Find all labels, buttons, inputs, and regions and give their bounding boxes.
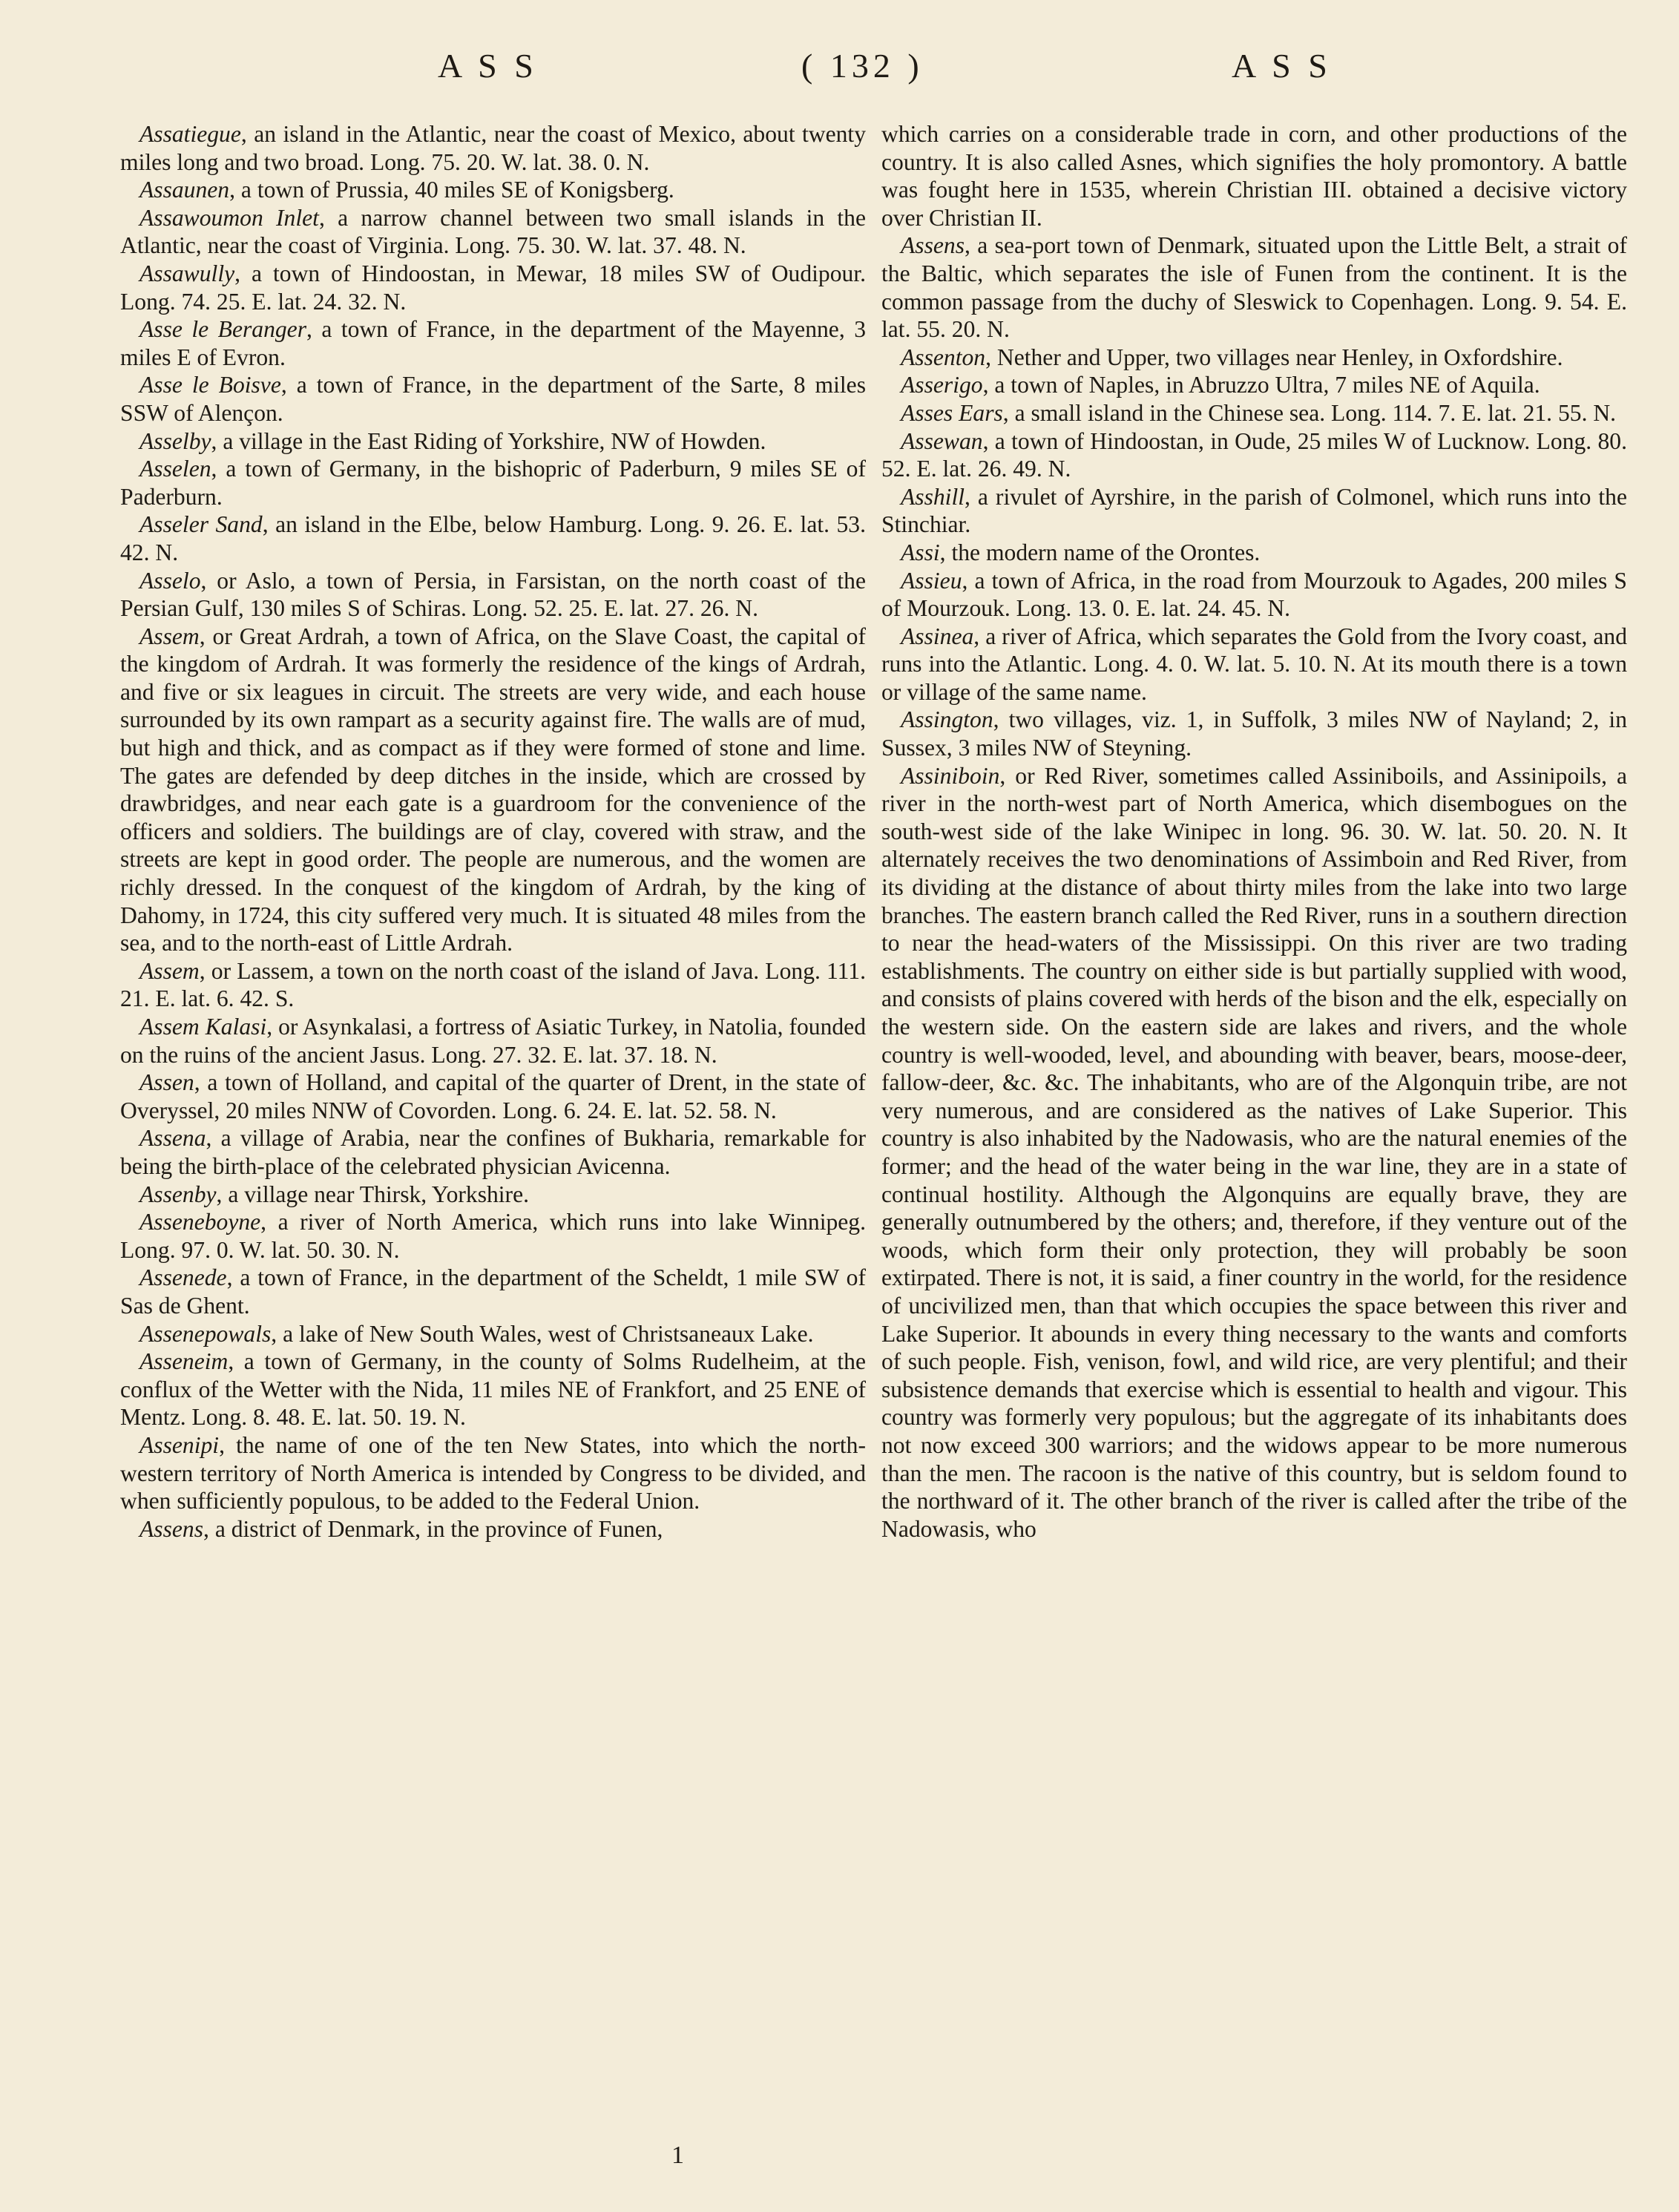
entry-headword: Assenipi [139, 1431, 220, 1458]
entry-headword: Assington [901, 706, 993, 733]
dictionary-entry [120, 204, 866, 260]
entry-text: , a town of Naples, in Abruzzo Ultra, 7 miles NE of Aquila. [982, 372, 1540, 398]
dictionary-entry [120, 623, 866, 957]
entry-text: , a village near Thirsk, Yorkshire. [216, 1181, 530, 1207]
dictionary-entry [881, 120, 1627, 232]
dictionary-entry [120, 120, 866, 176]
left-column [120, 120, 866, 2153]
dictionary-entry [120, 1320, 866, 1348]
dictionary-entry [881, 427, 1627, 483]
entry-text: , a town of France, in the department of the Scheldt, 1 mile SW of Sas de Ghent. [120, 1264, 866, 1319]
entry-headword: Assawully [139, 260, 235, 286]
entry-headword: Assens [139, 1515, 204, 1542]
entry-text: , a river of Africa, which separates the Gold from the Ivory coast, and runs into the Atlantic. Long. 4. 0. W. lat. 5. 10. N. At its mouth there is a town or village of the same name. [881, 623, 1627, 705]
entry-headword: Asselby [139, 427, 211, 454]
dictionary-entry [120, 260, 866, 315]
entry-text: , or Great Ardrah, a town of Africa, on the Slave Coast, the capital of the kingdom of Ardrah. It was formerly the residence of the kings of Ardrah, and five or six leagues in circuit. The streets are very wide, and each house surrounded by its own rampart as a security against fire. The walls are of mud, but high and thick, and as compact as if they were formed of stone and lime. The gates are defended by deep ditches in the inside, which are crossed by drawbridges, and near each gate is a guardroom for the convenience of the officers and soldiers. The buildings are of clay, covered with straw, and the streets are kept in good order. The people are numerous, and the women are richly dressed. In the conquest of the kingdom of Ardrah, by the king of Dahomy, in 1724, this city suffered very much. It is situated 48 miles from the sea, and to the north-east of Little Ardrah. [120, 623, 866, 956]
dictionary-entry [120, 1181, 866, 1209]
entry-text: , an island in the Elbe, below Hamburg. Long. 9. 26. E. lat. 53. 42. N. [120, 511, 866, 565]
entry-text: , a town of Holland, and capital of the quarter of Drent, in the state of Overyssel, 20 miles NNW of Covorden. Long. 6. 24. E. lat. 52. 58. N. [120, 1069, 866, 1123]
entry-headword: Asselo [139, 567, 201, 594]
entry-headword: Assewan [901, 427, 983, 454]
dictionary-entry [120, 1208, 866, 1264]
dictionary-entry [120, 427, 866, 456]
entry-text: , a narrow channel between two small islands in the Atlantic, near the coast of Virginia. Long. 75. 30. W. lat. 37. 48. N. [120, 204, 866, 259]
entry-text: , a small island in the Chinese sea. Long. 114. 7. E. lat. 21. 55. N. [1002, 399, 1617, 426]
dictionary-entry [120, 1515, 866, 1543]
dictionary-entry [120, 1348, 866, 1431]
entry-headword: Assi [901, 539, 940, 565]
entry-headword: Asseler Sand [139, 511, 263, 538]
entry-text: , or Aslo, a town of Persia, in Farsistan, on the north coast of the Persian Gulf, 130 miles S of Schiras. Long. 52. 25. E. lat. 27. 26. N. [120, 567, 866, 622]
entry-text: , a town of Hindoostan, in Mewar, 18 miles SW of Oudipour. Long. 74. 25. E. lat. 24. 32. N. [120, 260, 866, 315]
entry-text: , or Asynkalasi, a fortress of Asiatic Turkey, in Natolia, founded on the ruins of the ancient Jasus. Long. 27. 32. E. lat. 37. 18. N. [120, 1014, 866, 1068]
entry-text: , a district of Denmark, in the province of Funen, [203, 1515, 663, 1542]
dictionary-entry [120, 957, 866, 1013]
dictionary-entry [881, 706, 1627, 761]
page-number: ( 132 ) [801, 47, 924, 85]
entry-text: , a sea-port town of Denmark, situated upon the Little Belt, a strait of the Baltic, which separates the isle of Funen from the continent. It is the common passage from the duchy of Sleswick to Copenhagen. Long. 9. 54. E. lat. 55. 20. N. [881, 232, 1627, 343]
dictionary-entry [881, 762, 1627, 1543]
entry-text: , or Lassem, a town on the north coast of the island of Java. Long. 111. 21. E. lat. 6. 42. S. [120, 957, 866, 1012]
dictionary-entry [120, 176, 866, 204]
entry-text: , a town of Germany, in the county of Solms Rudelheim, at the conflux of the Wetter with the Nida, 11 miles NE of Frankfort, and 25 ENE of Mentz. Long. 8. 48. E. lat. 50. 19. N. [120, 1348, 866, 1431]
entry-text: , the name of one of the ten New States, into which the north-western territory of North America is intended by Congress to be divided, and when sufficiently populous, to be added to the Federal Union. [120, 1431, 866, 1514]
entry-headword: Assenby [139, 1181, 217, 1207]
entry-headword: Assem [139, 957, 200, 984]
entry-headword: Asselen [139, 456, 211, 482]
entry-text: , an island in the Atlantic, near the coast of Mexico, about twenty miles long and two broad. Long. 75. 20. W. lat. 38. 0. N. [120, 121, 866, 175]
dictionary-entry [881, 539, 1627, 567]
dictionary-entry [120, 1431, 866, 1515]
entry-headword: Assenede [139, 1264, 227, 1291]
entry-headword: Assenepowals [139, 1320, 272, 1347]
signature-mark: 1 [671, 2142, 684, 2169]
dictionary-entry [120, 567, 866, 623]
right-column [881, 120, 1627, 2153]
dictionary-entry [120, 1069, 866, 1124]
entry-headword: Assiniboin [901, 762, 1000, 789]
entry-headword: Assenton [901, 344, 986, 370]
entry-text: , a town of France, in the department of the Sarte, 8 miles SSW of Alençon. [120, 372, 866, 426]
dictionary-entry [881, 399, 1627, 427]
dictionary-entry [881, 623, 1627, 706]
entry-headword: Assaunen [139, 177, 230, 203]
dictionary-entry [120, 511, 866, 566]
entry-headword: Asserigo [901, 372, 983, 398]
entry-headword: Asses Ears [901, 399, 1003, 426]
entry-headword: Assens [901, 232, 965, 259]
entry-headword: Assieu [901, 567, 962, 594]
dictionary-entry [120, 455, 866, 511]
entry-text: which carries on a considerable trade in corn, and other productions of the country. It is also called Asnes, which signifies the holy promontory. A battle was fought here in 1535, wherein Christian III. obtained a decisive victory over Christian II. [881, 121, 1627, 231]
running-head-left: A S S [438, 47, 538, 85]
dictionary-entry [120, 1013, 866, 1069]
entry-text: , the modern name of the Orontes. [939, 539, 1261, 565]
entry-text: , a rivulet of Ayrshire, in the parish of Colmonel, which runs into the Stinchiar. [881, 483, 1627, 538]
dictionary-entry [120, 1124, 866, 1180]
entry-text: , a town of Prussia, 40 miles SE of Konigsberg. [229, 177, 674, 203]
entry-text: , a river of North America, which runs into lake Winnipeg. Long. 97. 0. W. lat. 50. 30. N. [120, 1209, 866, 1263]
entry-text: , Nether and Upper, two villages near Henley, in Oxfordshire. [985, 344, 1563, 370]
dictionary-entry [120, 315, 866, 371]
entry-headword: Assena [139, 1125, 206, 1152]
running-head [111, 46, 1595, 105]
dictionary-entry [881, 371, 1627, 399]
entry-text: , a town of Hindoostan, in Oude, 25 miles W of Lucknow. Long. 80. 52. E. lat. 26. 49. N. [881, 427, 1627, 482]
dictionary-entry [120, 371, 866, 427]
entry-headword: Asshill [901, 483, 965, 510]
entry-headword: Asse le Beranger [139, 316, 306, 343]
dictionary-entry [881, 567, 1627, 623]
entry-text: , two villages, viz. 1, in Suffolk, 3 miles NW of Nayland; 2, in Sussex, 3 miles NW of Steyning. [881, 706, 1627, 761]
entry-headword: Assem Kalasi [139, 1014, 267, 1040]
entry-text: , a town of Germany, in the bishopric of Paderburn, 9 miles SE of Paderburn. [120, 456, 866, 510]
entry-headword: Assen [139, 1069, 194, 1096]
dictionary-entry [120, 1264, 866, 1319]
entry-headword: Asseneboyne [139, 1209, 261, 1235]
entry-headword: Assatiegue [139, 121, 241, 147]
entry-text: , a town of France, in the department of the Mayenne, 3 miles E of Evron. [120, 316, 866, 370]
running-head-right: A S S [1232, 47, 1332, 85]
dictionary-entry [881, 232, 1627, 343]
entry-headword: Assawoumon Inlet [139, 204, 319, 231]
entry-headword: Assem [139, 623, 200, 649]
entry-headword: Asseneim [139, 1348, 229, 1375]
dictionary-entry [881, 344, 1627, 372]
entry-headword: Asse le Boisve [139, 372, 281, 398]
entry-headword: Assinea [901, 623, 974, 649]
entry-text: , a lake of New South Wales, west of Christsaneaux Lake. [271, 1320, 814, 1347]
entry-text: , a village of Arabia, near the confines of Bukharia, remarkable for being the birth-place of the celebrated physician Avicenna. [120, 1125, 866, 1179]
entry-text: , a town of Africa, in the road from Mourzouk to Agades, 200 miles S of Mourzouk. Long. 13. 0. E. lat. 24. 45. N. [881, 567, 1627, 622]
entry-text: , a village in the East Riding of Yorkshire, NW of Howden. [211, 427, 766, 454]
dictionary-entry [881, 483, 1627, 539]
entry-text: , or Red River, sometimes called Assiniboils, and Assinipoils, a river in the north-west part of North America, which disembogues on the south-west side of the lake Winipec in long. 96. 30. W. lat. 50. 20. N. It alternately receives the two denominations of Assimboin and Red River, from its dividing at the distance of about thirty miles from the lake into two large branches. The eastern branch called the Red River, runs in a southern direction to near the head-waters of the Mississippi. On this river are two trading establishments. The country on either side is but partially supplied with wood, and consists of plains covered with herds of the bison and the elk, especially on the western side. On the eastern side are lakes and rivers, and the whole country is well-wooded, level, and abounding with beaver, bears, moose-deer, fallow-deer, &c. &c. The inhabitants, who are of the Algonquin tribe, are not very numerous, and are considered as the natives of Lake Superior. This country is also inhabited by the Nadowasis, who are the natural enemies of the former; and the head of the water being in the war line, they are in a state of continual hostility. Although the Algonquins are equally brave, they are generally outnumbered by the others; and, therefore, if they venture out of the woods, which form their only protection, they will probably be soon extirpated. There is not, it is said, a finer country in the world, for the residence of uncivilized men, than that which occupies the space between this river and Lake Superior. It abounds in every thing necessary to the wants and comforts of such people. Fish, venison, fowl, and wild rice, are very plentiful; and their subsistence demands that exercise which is essential to health and vigour. This country was formerly very populous; but the aggregate of its inhabitants does not now exceed 300 warriors; and the widows appear to be more numerous than the men. The racoon is the native of this country, but is seldom found to the northward of it. The other branch of the river is called after the tribe of the Nadowasis, who [881, 762, 1627, 1542]
